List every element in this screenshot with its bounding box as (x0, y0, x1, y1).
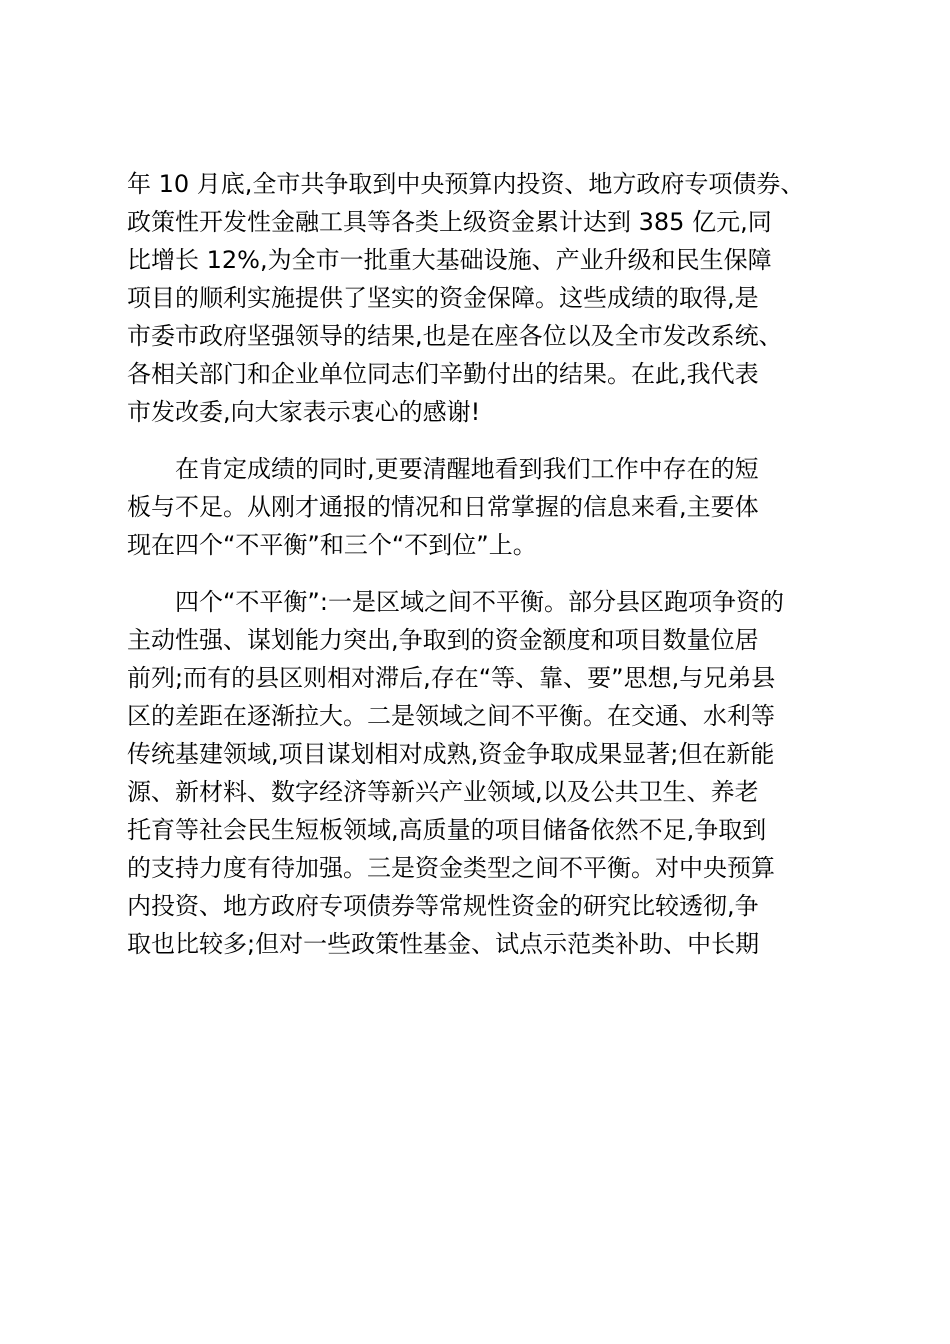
text-line: 市发改委,向大家表示衷心的感谢! (127, 398, 481, 426)
text-line: 托育等社会民生短板领域,高质量的项目储备依然不足,争取到 (127, 816, 767, 844)
text-line: 项目的顺利实施提供了坚实的资金保障。这些成绩的取得,是 (127, 284, 759, 312)
text-line: 板与不足。从刚才通报的情况和日常掌握的信息来看,主要体 (127, 493, 759, 521)
paragraph-1 (127, 165, 827, 431)
text-line: 传统基建领域,项目谋划相对成熟,资金争取成果显著;但在新能 (127, 740, 775, 768)
paragraph-spacer (127, 431, 827, 450)
text-line: 的支持力度有待加强。三是资金类型之间不平衡。对中央预算 (127, 854, 775, 882)
text-line: 在肯定成绩的同时,更要清醒地看到我们工作中存在的短 (127, 455, 759, 483)
text-line: 源、新材料、数字经济等新兴产业领域,以及公共卫生、养老 (127, 778, 759, 806)
paragraph-3 (127, 583, 827, 963)
paragraph-spacer (127, 564, 827, 583)
text-line: 区的差距在逐渐拉大。二是领域之间不平衡。在交通、水利等 (127, 702, 775, 730)
paragraph-2 (127, 450, 827, 564)
text-line: 四个“不平衡”:一是区域之间不平衡。部分县区跑项争资的 (127, 588, 784, 616)
text-line: 市委市政府坚强领导的结果,也是在座各位以及全市发改系统、 (127, 322, 783, 350)
text-line: 各相关部门和企业单位同志们辛勤付出的结果。在此,我代表 (127, 360, 759, 388)
text-line: 年 10 月底,全市共争取到中央预算内投资、地方政府专项债券、 (127, 170, 805, 198)
text-line: 内投资、地方政府专项债券等常规性资金的研究比较透彻,争 (127, 892, 759, 920)
text-line: 前列;而有的县区则相对滞后,存在“等、靠、要”思想,与兄弟县 (127, 664, 776, 692)
document-body (127, 165, 827, 963)
text-line: 主动性强、谋划能力突出,争取到的资金额度和项目数量位居 (127, 626, 759, 654)
text-line: 政策性开发性金融工具等各类上级资金累计达到 385 亿元,同 (127, 208, 772, 236)
text-line: 现在四个“不平衡”和三个“不到位”上。 (127, 531, 537, 559)
text-line: 取也比较多;但对一些政策性基金、试点示范类补助、中长期 (127, 930, 760, 958)
text-line: 比增长 12%,为全市一批重大基础设施、产业升级和民生保障 (127, 246, 772, 274)
